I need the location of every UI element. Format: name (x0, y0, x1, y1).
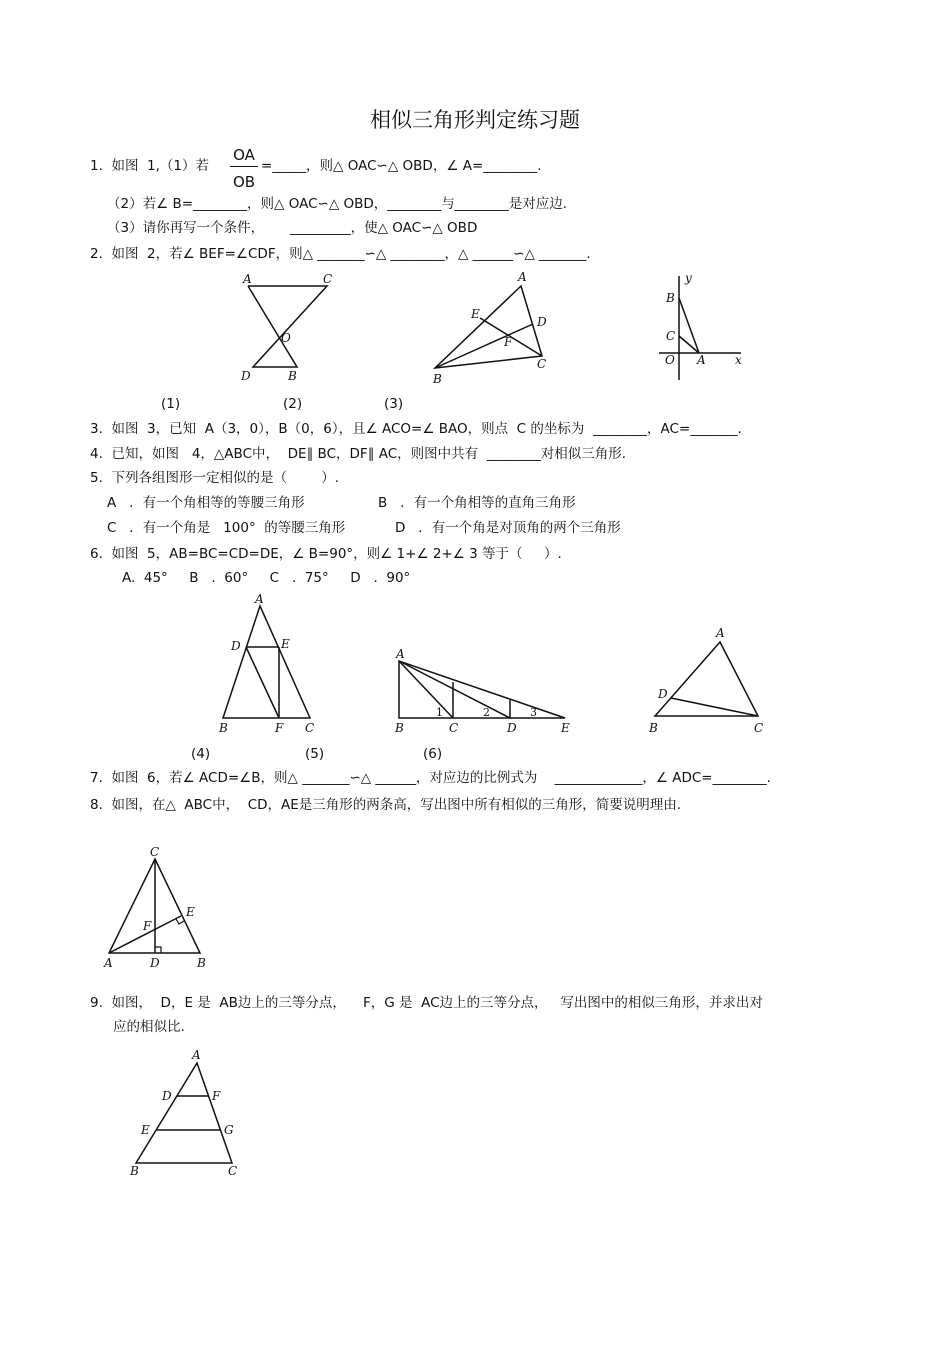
fig5-line-ad (399, 661, 510, 718)
fig6-line-dc (671, 698, 758, 716)
fig4-triangle (223, 606, 310, 718)
fig5-angle-2: 2 (483, 706, 490, 719)
q6-options: A. 45° B . 60° C . 75° D . 90° (122, 570, 411, 586)
fig8-label-d: D (150, 956, 160, 970)
figure-9 (125, 1045, 245, 1180)
q1-part3: （3）请你再写一个条件， _________，使△ OAC∽△ OBD (107, 220, 478, 236)
figure-8 (100, 842, 220, 972)
q4-text: 4. 已知，如图 4，△ABC中， DE∥ BC，DF∥ AC，则图中共有 ________对相似三角形. (90, 446, 626, 462)
q1-part2: （2）若∠ B=________，则△ OAC∽△ OBD，________与________是对应边. (107, 196, 568, 212)
fig4-label-c: C (305, 721, 315, 735)
fig6-label-c: C (754, 721, 764, 735)
figure-6 (640, 622, 780, 737)
q5-option-a: A ．有一个角相等的等腰三角形 (107, 495, 305, 511)
fig9-label-f: F (212, 1089, 221, 1103)
fig5-triangle (399, 661, 565, 718)
fig3-label-c: C (666, 329, 676, 343)
fig1-label-o: O (281, 331, 291, 345)
caption-fig5: (5) (305, 746, 325, 762)
fig9-label-c: C (228, 1164, 238, 1178)
q8-text: 8. 如图，在△ ABC中， CD，AE是三角形的两条高，写出图中所有相似的三角形，简要说明理由. (90, 797, 682, 813)
q1-fraction-numerator: OA (233, 146, 255, 164)
fig6-label-d: D (658, 687, 668, 701)
caption-fig4: (4) (191, 746, 211, 762)
caption-fig6: (6) (423, 746, 443, 762)
fig2-line-bd (435, 324, 533, 368)
q7-text: 7. 如图 6，若∠ ACD=∠B，则△ _______∽△ ______，对应边的比例式为 _____________，∠ ADC=________. (90, 770, 771, 786)
fig6-label-a: A (716, 626, 725, 640)
fig4-label-e: E (281, 637, 290, 651)
fig1-label-b: B (288, 369, 297, 383)
fig4-label-b: B (219, 721, 228, 735)
fig3-label-o: O (665, 353, 675, 367)
fig3-label-b: B (666, 291, 675, 305)
fig9-triangle (136, 1063, 232, 1163)
q9-line2: 应的相似比. (113, 1019, 185, 1035)
figure-3 (655, 268, 755, 383)
fig9-label-d: D (162, 1089, 172, 1103)
fig5-label-a: A (396, 647, 405, 661)
fig5-label-b: B (395, 721, 404, 735)
fig5-label-d: D (507, 721, 517, 735)
fig2-label-d: D (537, 315, 547, 329)
figure-4 (215, 590, 325, 740)
q5-stem: 5. 下列各组图形一定相似的是（ ）. (90, 470, 340, 486)
fig8-label-a: A (104, 956, 113, 970)
q6-stem: 6. 如图 5，AB=BC=CD=DE，∠ B=90°，则∠ 1+∠ 2+∠ 3 等于（ ）. (90, 546, 562, 562)
fig1-label-a: A (243, 272, 252, 286)
fig9-label-e: E (141, 1123, 150, 1137)
caption-fig1: (1) (161, 396, 181, 412)
fig8-right-angle-d (155, 947, 161, 953)
fig8-label-e: E (186, 905, 195, 919)
fig9-label-a: A (192, 1048, 201, 1062)
q9-line1: 9. 如图， D，E 是 AB边上的三等分点， F，G 是 AC边上的三等分点， 写出图中的相似三角形，并求出对 (90, 995, 763, 1011)
caption-fig3: (3) (384, 396, 404, 412)
fig4-label-f: F (275, 721, 284, 735)
q3-text: 3. 如图 3，已知 A（3，0），B（0，6），且∠ ACO=∠ BAO，则点 C 的坐标为 ________，AC=_______. (90, 421, 742, 437)
figure-1 (235, 270, 345, 385)
q5-option-b: B ．有一个角相等的直角三角形 (378, 495, 576, 511)
fig8-label-c: C (150, 845, 160, 859)
page-title: 相似三角形判定练习题 (370, 108, 580, 132)
figure-2 (425, 268, 555, 388)
fig3-label-a: A (697, 353, 706, 367)
q5-option-c: C ．有一个角是 100° 的等腰三角形 (107, 520, 346, 536)
q5-option-d: D ．有一个角是对顶角的两个三角形 (395, 520, 621, 536)
q2-text: 2. 如图 2，若∠ BEF=∠CDF，则△ _______∽△ ________，△ ______∽△ _______. (90, 246, 591, 262)
fig5-angle-3: 3 (530, 706, 537, 719)
fig9-label-g: G (224, 1123, 234, 1137)
fig9-label-b: B (130, 1164, 139, 1178)
fig2-label-e: E (471, 307, 480, 321)
fig1-label-c: C (323, 272, 333, 286)
fig8-label-b: B (197, 956, 206, 970)
fig5-label-c: C (449, 721, 459, 735)
fig5-label-e: E (561, 721, 570, 735)
fig2-label-b: B (433, 372, 442, 386)
fig2-label-f: F (504, 335, 513, 349)
q1-line1-prefix: 1. 如图 1,（1）若 (90, 158, 210, 174)
fig4-label-d: D (231, 639, 241, 653)
fig6-label-b: B (649, 721, 658, 735)
q1-fraction-denominator: OB (232, 173, 256, 191)
fig2-label-a: A (518, 270, 527, 284)
caption-fig2: (2) (283, 396, 303, 412)
fig1-label-d: D (241, 369, 251, 383)
fig8-right-angle-e (176, 919, 184, 924)
fig5-angle-1: 1 (436, 706, 443, 719)
fig8-label-f: F (143, 919, 152, 933)
fig3-label-x: x (735, 353, 742, 367)
fig2-label-c: C (537, 357, 547, 371)
fig4-label-a: A (255, 592, 264, 606)
q1-fraction-bar (230, 166, 258, 167)
fig1-lines (248, 286, 327, 367)
fig3-label-y: y (685, 271, 692, 285)
fig4-line-df (246, 647, 279, 718)
q1-line1-suffix: =_____，则△ OAC∽△ OBD，∠ A=________. (261, 158, 542, 174)
figure-5 (390, 642, 580, 737)
